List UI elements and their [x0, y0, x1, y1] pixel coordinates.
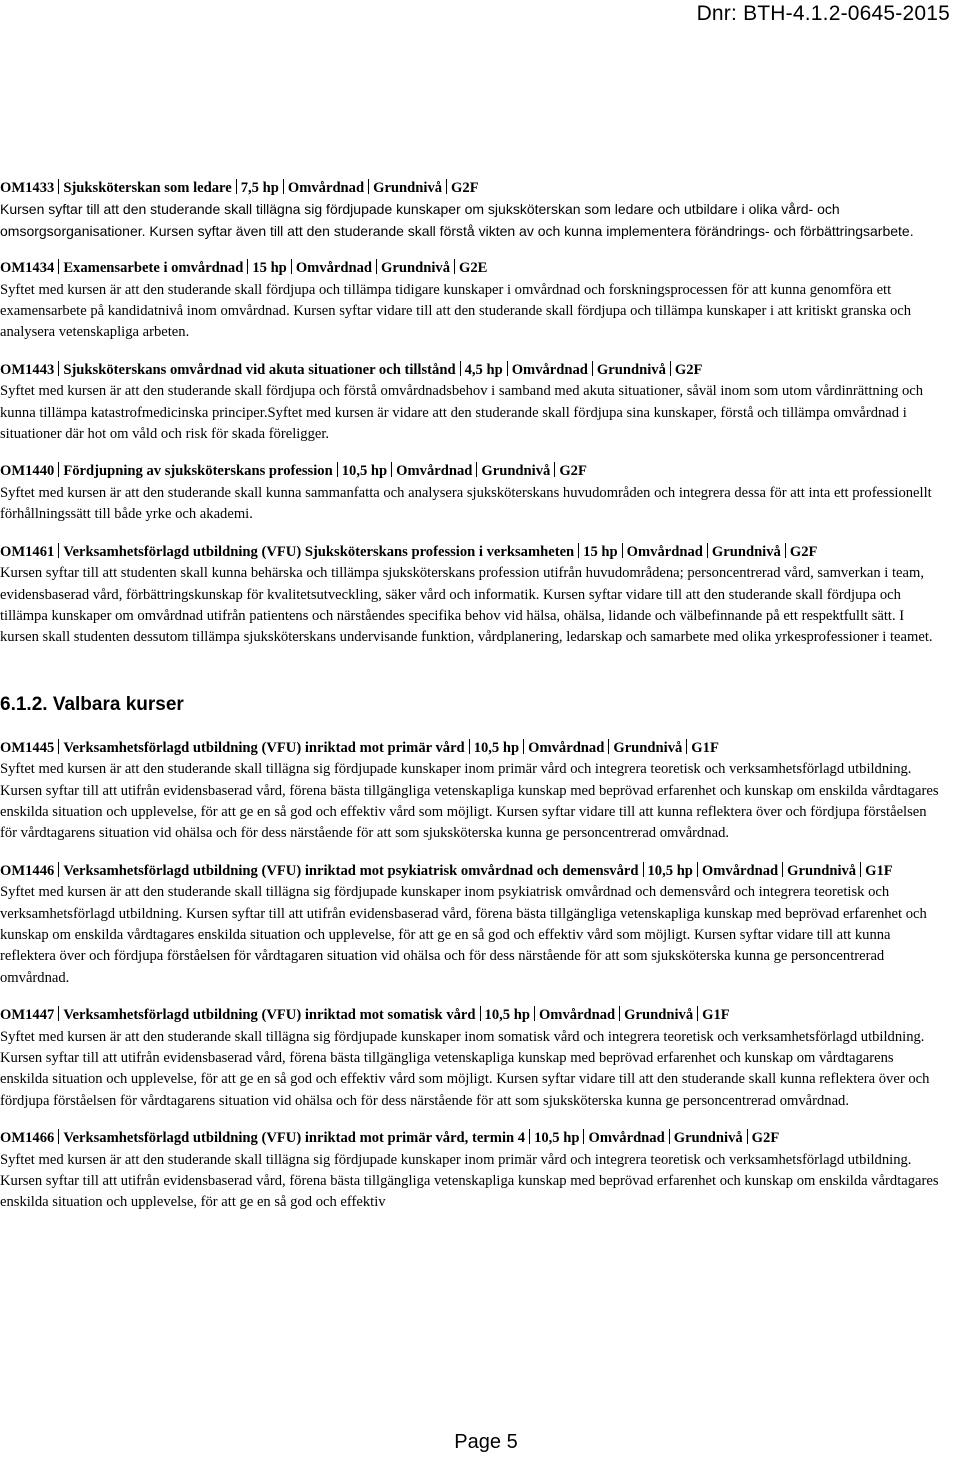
course-title: OM1443 Sjuksköterskans omvårdnad vid akuta situationer och tillstånd 4,5 hp Omvårdnad Grundnivå G2F [0, 361, 703, 378]
course-title: OM1440 Fördjupning av sjuksköterskans profession 10,5 hp Omvårdnad Grundnivå G2F [0, 463, 587, 480]
course-description: Kursen syftar till att studenten skall kunna behärska och tillämpa sjuksköterskans profession utifrån huvudområdena; personcentrerad vård, samverkan i team, evidensbaserad vård, förbättringskunskap för kvalitetsutveckling, säker vård och informatik. Kursen syftar vidare till att den studerande skall fördjupa och tillämpa kunskaper om omvårdnad utifrån patientens och närståendes specifika behov vid hälsa, ohälsa, lidande och välbefinnande på ett respektfullt sätt. I kursen skall studenten dessutom tillämpa sjuksköterskans undervisande funktion, vårdplanering, ledarskap och samarbete med olika yrkesprofessioner i teamet. [0, 565, 933, 646]
course-title: OM1445 Verksamhetsförlagd utbildning (VFU) inriktad mot primär vård 10,5 hp Omvårdnad Grundnivå G1F [0, 739, 719, 756]
course-description: Syftet med kursen är att den studerande skall tillägna sig fördjupade kunskaper inom primär vård och integrera teoretisk och verksamhetsförlagd utbildning. Kursen syftar till att utifrån evidensbaserad vård, förena bästa tillgängliga vetenskapliga kunskap med beprövad erfarenhet och kunskap om enskilda vårdtagares enskilda situation och upplevelse, för att ge en så god och effektiv [0, 1151, 939, 1211]
course-entry [0, 738, 940, 845]
course-title: OM1461 Verksamhetsförlagd utbildning (VFU) Sjuksköterskans profession i verksamheten 15 hp Omvårdnad Grundnivå G2F [0, 543, 818, 560]
course-entry [0, 1005, 940, 1112]
document-body [0, 178, 940, 1230]
course-entry [0, 258, 940, 344]
course-entry [0, 461, 940, 525]
course-title: OM1447 Verksamhetsförlagd utbildning (VFU) inriktad mot somatisk vård 10,5 hp Omvårdnad Grundnivå G1F [0, 1007, 730, 1024]
course-entry [0, 542, 940, 649]
page-number: Page 5 [454, 1431, 518, 1453]
course-entry [0, 178, 940, 242]
course-description: Syftet med kursen är att den studerande skall kunna sammanfatta och analysera sjuksköterskans huvudområden och integrera dessa för att inta ett professionellt förhållningssätt till både yrke och akademi. [0, 484, 932, 523]
course-description: Syftet med kursen är att den studerande skall tillägna sig fördjupade kunskaper inom somatisk vård och integrera teoretisk och verksamhetsförlagd utbildning. Kursen syftar till att utifrån evidensbaserad vård, förena bästa tillgängliga vetenskapliga kunskap med beprövad erfarenhet och kunskap om vårdtagarens enskilda situation och upplevelse, för att ge en så god och effektiv vård som möjligt. Kursen syftar vidare till att den studerande skall kunna reflektera över och fördjupa förståelsen för vårdtagarens situation vid ohälsa och för dess närstående för att som sjuksköterska kunna ge personcentrerad omvårdnad. [0, 1028, 930, 1109]
course-title: OM1446 Verksamhetsförlagd utbildning (VFU) inriktad mot psykiatrisk omvårdnad och demensvård 10,5 hp Omvårdnad Grundnivå G1F [0, 862, 893, 879]
course-entry [0, 360, 940, 446]
course-title: OM1434 Examensarbete i omvårdnad 15 hp Omvårdnad Grundnivå G2E [0, 260, 488, 277]
course-title: OM1433 Sjuksköterskan som ledare 7,5 hp Omvårdnad Grundnivå G2F [0, 180, 479, 196]
course-description: Syftet med kursen är att den studerande skall tillägna sig fördjupade kunskaper inom primär vård och integrera teoretisk och verksamhetsförlagd utbildning. Kursen syftar till att utifrån evidensbaserad vård, förena bästa tillgängliga vetenskapliga kunskap med beprövad erfarenhet och kunskap om enskilda vårdtagares enskilda situation och upplevelse, för att ge en så god och effektiv vård som möjligt. Kursen syftar vidare till att kunna reflektera över och fördjupa förståelsen för vårdtagarens situation vid ohälsa och för dess närstående för att som sjuksköterska kunna ge personcentrerad omvårdnad. [0, 761, 939, 842]
course-description: Kursen syftar till att den studerande skall tillägna sig fördjupade kunskaper om sjuksköterskan som ledare och utbildare i olika vård- och omsorgsorganisationer. Kursen syftar även till att den studerande skall förstå vikten av och kunna implementera förändrings- och förbättringsarbete. [0, 201, 914, 239]
course-title: OM1466 Verksamhetsförlagd utbildning (VFU) inriktad mot primär vård, termin 4 10,5 hp Omvårdnad Grundnivå G2F [0, 1130, 780, 1147]
course-entry [0, 861, 940, 989]
section-heading: 6.1.2. Valbara kurser [0, 693, 184, 715]
course-description: Syftet med kursen är att den studerande skall fördjupa och tillämpa tidigare kunskaper i omvårdnad och forskningsprocessen för att kunna genomföra ett examensarbete på kandidatnivå inom omvårdnad. Kursen syftar vidare till att den studerande skall fördjupa och tillämpa kunskaper i att kritiskt granska och analysera vetenskapliga arbeten. [0, 281, 912, 341]
course-entry [0, 1128, 940, 1214]
document-id: Dnr: BTH-4.1.2-0645-2015 [696, 2, 950, 25]
course-description: Syftet med kursen är att den studerande skall fördjupa och förstå omvårdnadsbehov i samband med akuta situationer, såväl inom som utom vårdinrättning och kunna tillämpa katastrofmedicinska principer.Syftet med kursen är vidare att den studerande skall fördjupa sina kunskaper, förstå och tillämpa omvårdnad i situationer där hot om våld och risk för skada föreligger. [0, 383, 924, 443]
course-description: Syftet med kursen är att den studerande skall tillägna sig fördjupade kunskaper inom psykiatrisk omvårdnad och demensvård och integrera teoretisk och verksamhetsförlagd utbildning. Kursen syftar till att utifrån evidensbaserad vård, förena bästa tillgängliga vetenskapliga kunskap med beprövad erfarenhet och kunskap om enskilda vårdtagares enskilda situation och upplevelse, för att ge en så god och effektiv vård som möjligt. Kursen syftar vidare till att kunna reflektera över och fördjupa förståelsen för vårdtagaren situation vid ohälsa och för dess närstående för att som sjuksköterska kunna ge personcentrerad omvårdnad. [0, 884, 927, 986]
